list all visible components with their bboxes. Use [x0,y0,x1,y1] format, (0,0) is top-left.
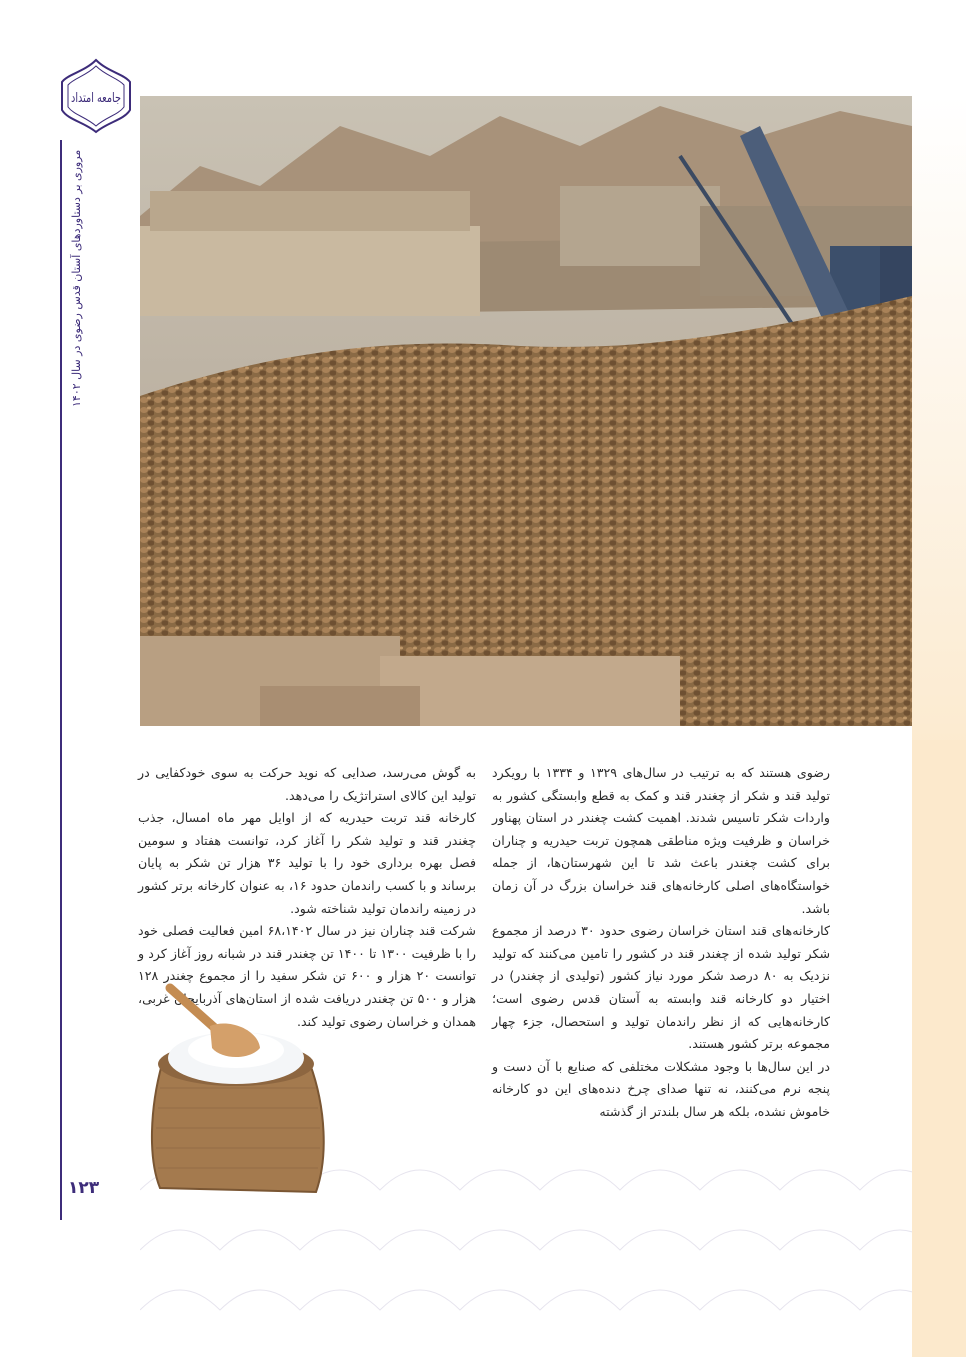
page-number: ۱۲۳ [68,1178,100,1198]
paragraph: در این سال‌ها با وجود مشکلات مختلفی که صنایع با آن دست و پنجه نرم می‌کنند، نه تنها صدای چرخ دنده‌های این دو کارخانه خاموش نشده، بلکه هر سال بلندتر از گذشته [492,1058,830,1119]
factory-photo [140,96,912,726]
paragraph: شرکت قند چناران نیز در سال ۶۸،۱۴۰۲ امین فعالیت فصلی خود را با ظرفیت ۱۳۰۰ تا ۱۴۰۰ تن چغندر قند در شبانه روز آغاز کرد و توانست ۲۰ هزار و ۶۰۰ تن شکر سفید را از مجموع چغندر ۱۲۸ هزار و ۵۰۰ تن چغندر دریافت شده از استان‌های آذربایجان غربی، همدان و خراسان رضوی تولید کند. [138,923,476,1029]
paragraph: کارخانه‌های قند استان خراسان رضوی حدود ۳۰ درصد از مجموع شکر تولید شده از چغندر قند در کشور را تامین می‌کنند که تولید نزدیک به ۸۰ درصد شکر مورد نیاز کشور (تولیدی از چغندر) در اختیار دو کارخانه قند وابسته به آستان قدس رضوی است؛ کارخانه‌هایی که از نظر راندمان تولید و استحصال، جزء چهار مجموعه برتر کشور هستند. [492,923,830,1052]
logo [58,58,134,134]
side-rule [60,140,62,1220]
paragraph: به گوش می‌رسد، صدایی که نوید حرکت به سوی خودکفایی در تولید این کالای استراتژیک را می‌دهد. [138,765,476,803]
paragraph: رضوی هستند که به ترتیب در سال‌های ۱۳۲۹ و ۱۳۳۴ با رویکرد تولید قند و شکر از چغندر قند و کمک به قطع وابستگی کشور به واردات شکر تاسیس شدند. اهمیت کشت چغندر در استان پهناور خراسان و ظرفیت ویژه مناطقی همچون تربت حیدریه و چناران برای کشت چغندر باعث شد تا این شهرستان‌ها، از جمله خواستگاه‌های اصلی کارخانه‌های قند خراسان بزرگ در آن زمان باشد. [492,765,830,916]
accent-block [912,740,966,1357]
running-head: مروری بر دستاوردهای آستان قدس رضوی در سال ۱۴۰۲ [70,150,83,408]
sugar-sack-image [140,968,340,1196]
paragraph: کارخانه قند تربت حیدریه که از اوایل مهر ماه امسال، جذب چغندر قند و تولید شکر را آغاز کرد، توانست هفتاد و سومین فصل بهره برداری خود را با تولید ۳۶ هزار تن شکر به پایان برساند و با کسب راندمان حدود ۱۶، به عنوان کارخانه برتر کشور در زمینه راندمان تولید شناخته شود. [138,810,476,916]
logo-text: جامعه امتداد [71,91,121,106]
article-column-right [492,762,830,1124]
